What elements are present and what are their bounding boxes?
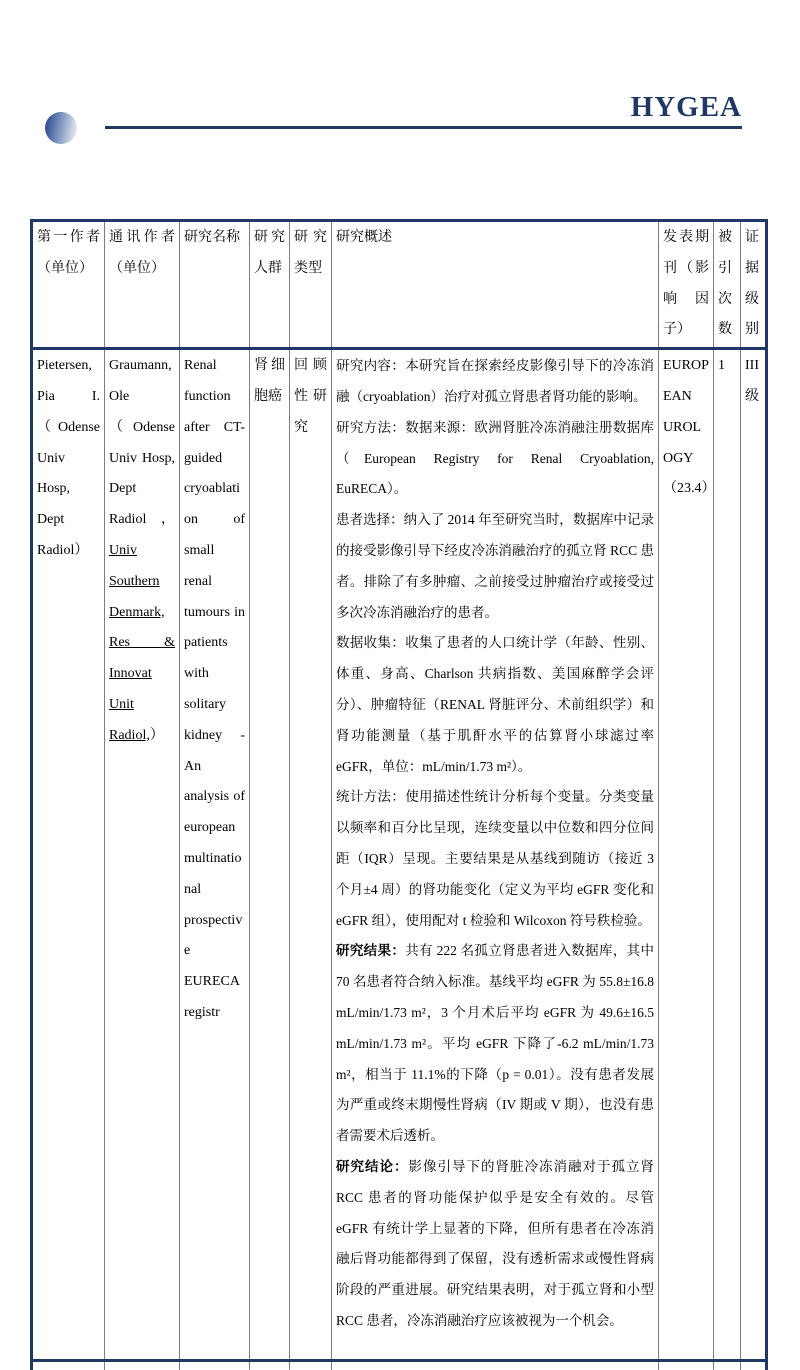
overview-paragraph (336, 936, 654, 1152)
table-row (32, 349, 767, 1361)
overview-section-label: 数据收集： (336, 635, 406, 651)
overview-paragraph (336, 351, 654, 413)
col-header-study-title: 研究名称 (180, 221, 250, 349)
overview-section-text: 共有 222 名孤立肾患者进入数据库，其中 70 名患者符合纳入标准。基线平均 eGFR 为 55.8±16.8 mL/min/1.73 m²，3 个月术后平均 eGFR 为 49.6±16.5 mL/min/1.73 m²。平均 eGFR 下降了-6.2 mL/min/1.73 m²，相当于 11.1%的下降（p = 0.01）。没有患者发展为严重或终末期慢性肾病（IV 期或 V 期），也没有患者需要术后透析。 (336, 943, 655, 1144)
overview-section-text: 本研究旨在探索经皮影像引导下的冷冻消融（cryoablation）治疗对孤立肾患者肾功能的影响。 (336, 358, 655, 404)
overview-paragraph (336, 628, 654, 782)
overview-paragraph (336, 413, 654, 505)
overview-paragraphs (336, 351, 654, 1337)
next-row-cell (714, 1361, 741, 1370)
col-header-evidence-level: 证据级别 (741, 221, 767, 349)
brand-sphere-icon (45, 112, 77, 144)
overview-section-label: 患者选择： (336, 512, 404, 528)
overview-section-text: 数据来源：欧洲肾脏冷冻消融注册数据库（European Registry for Renal Cryoablation, EuRECA）。 (336, 419, 655, 497)
next-row-cell (105, 1361, 180, 1370)
cell-corresponding-author (105, 349, 180, 1361)
col-header-study-overview: 研究概述 (332, 221, 659, 349)
cell-journal: EUROPEAN UROLOGY（23.4） (659, 349, 714, 1361)
corresponding-author-underlined: Univ Southern Denmark, Res & Innovat Unit Radiol, (109, 542, 175, 743)
cell-citations: 1 (714, 349, 741, 1361)
overview-paragraph (336, 782, 654, 936)
overview-section-text: 影像引导下的肾脏冷冻消融对于孤立肾 RCC 患者的肾功能保护似乎是安全有效的。尽管 eGFR 有统计学上显著的下降，但所有患者在冷冻消融后肾功能都得到了保留，没有透析需求或慢性肾病阶段的严重进展。研究结果表明，对于孤立肾和小型 RCC 患者，冷冻消融治疗应该被视为一个机会。 (336, 1158, 654, 1328)
overview-section-label: 研究结果： (336, 943, 406, 959)
corresponding-author-close: ） (149, 727, 164, 743)
overview-section-text: 收集了患者的人口统计学（年龄、性别、体重、身高、Charlson 共病指数、美国麻醉学会评分）、肿瘤特征（RENAL 肾脏评分、术前组织学）和肾功能测量（基于肌酐水平的估算肾小球滤过率 eGFR，单位：mL/min/1.73 m²）。 (336, 635, 655, 774)
brand-logo: HYGEA (630, 91, 742, 123)
col-header-journal: 发表期刊（影响因子） (659, 221, 714, 349)
next-row-partial (32, 1361, 767, 1370)
overview-section-label: 研究结论： (336, 1158, 409, 1174)
col-header-population: 研究人群 (250, 221, 290, 349)
cell-study-type: 回顾性研究 (290, 349, 332, 1361)
col-header-study-type: 研究类型 (290, 221, 332, 349)
cell-population: 肾细胞癌 (250, 349, 290, 1361)
overview-section-label: 统计方法： (336, 789, 406, 805)
cell-study-overview (332, 349, 659, 1361)
cell-first-author: Pietersen, Pia I.（Odense Univ Hosp, Dept Radiol） (32, 349, 105, 1361)
overview-paragraph (336, 505, 654, 628)
next-row-cell (659, 1361, 714, 1370)
cell-study-title: Renal function after CT-guided cryoablation of small renal tumours in patients with solitary kidney - An analysis of european multinational prospective EURECA registr (180, 349, 250, 1361)
overview-section-label: 研究方法： (336, 419, 406, 435)
next-row-cell (332, 1361, 659, 1370)
col-header-citations: 被引次数 (714, 221, 741, 349)
next-row-cell (290, 1361, 332, 1370)
overview-paragraph (336, 1152, 654, 1337)
brand-divider-line (105, 126, 742, 129)
corresponding-author-main: Graumann, Ole （Odense Univ Hosp, Dept Radiol， (109, 358, 175, 528)
col-header-first-author: 第一作者（单位） (32, 221, 105, 349)
overview-section-label: 研究内容： (336, 358, 406, 374)
overview-section-text: 使用描述性统计分析每个变量。分类变量以频率和百分比呈现，连续变量以中位数和四分位间距（IQR）呈现。主要结果是从基线到随访（接近 3 个月±4 周）的肾功能变化（定义为平均 eGFR 变化和 eGFR 组），使用配对 t 检验和 Wilcoxon 符号秩检验。 (336, 789, 655, 928)
next-row-cell (32, 1361, 105, 1370)
cell-evidence-level: III 级 (741, 349, 767, 1361)
overview-section-text: 纳入了 2014 年至研究当时，数据库中记录的接受影像引导下经皮冷冻消融治疗的孤立肾 RCC 患者。排除了有多肿瘤、之前接受过肿瘤治疗或接受过多次冷冻消融治疗的患者。 (336, 512, 655, 620)
col-header-corresponding-author: 通讯作者（单位） (105, 221, 180, 349)
next-row-cell (741, 1361, 767, 1370)
next-row-cell (250, 1361, 290, 1370)
next-row-cell (180, 1361, 250, 1370)
header-row (32, 221, 767, 349)
literature-review-table (30, 219, 768, 1370)
